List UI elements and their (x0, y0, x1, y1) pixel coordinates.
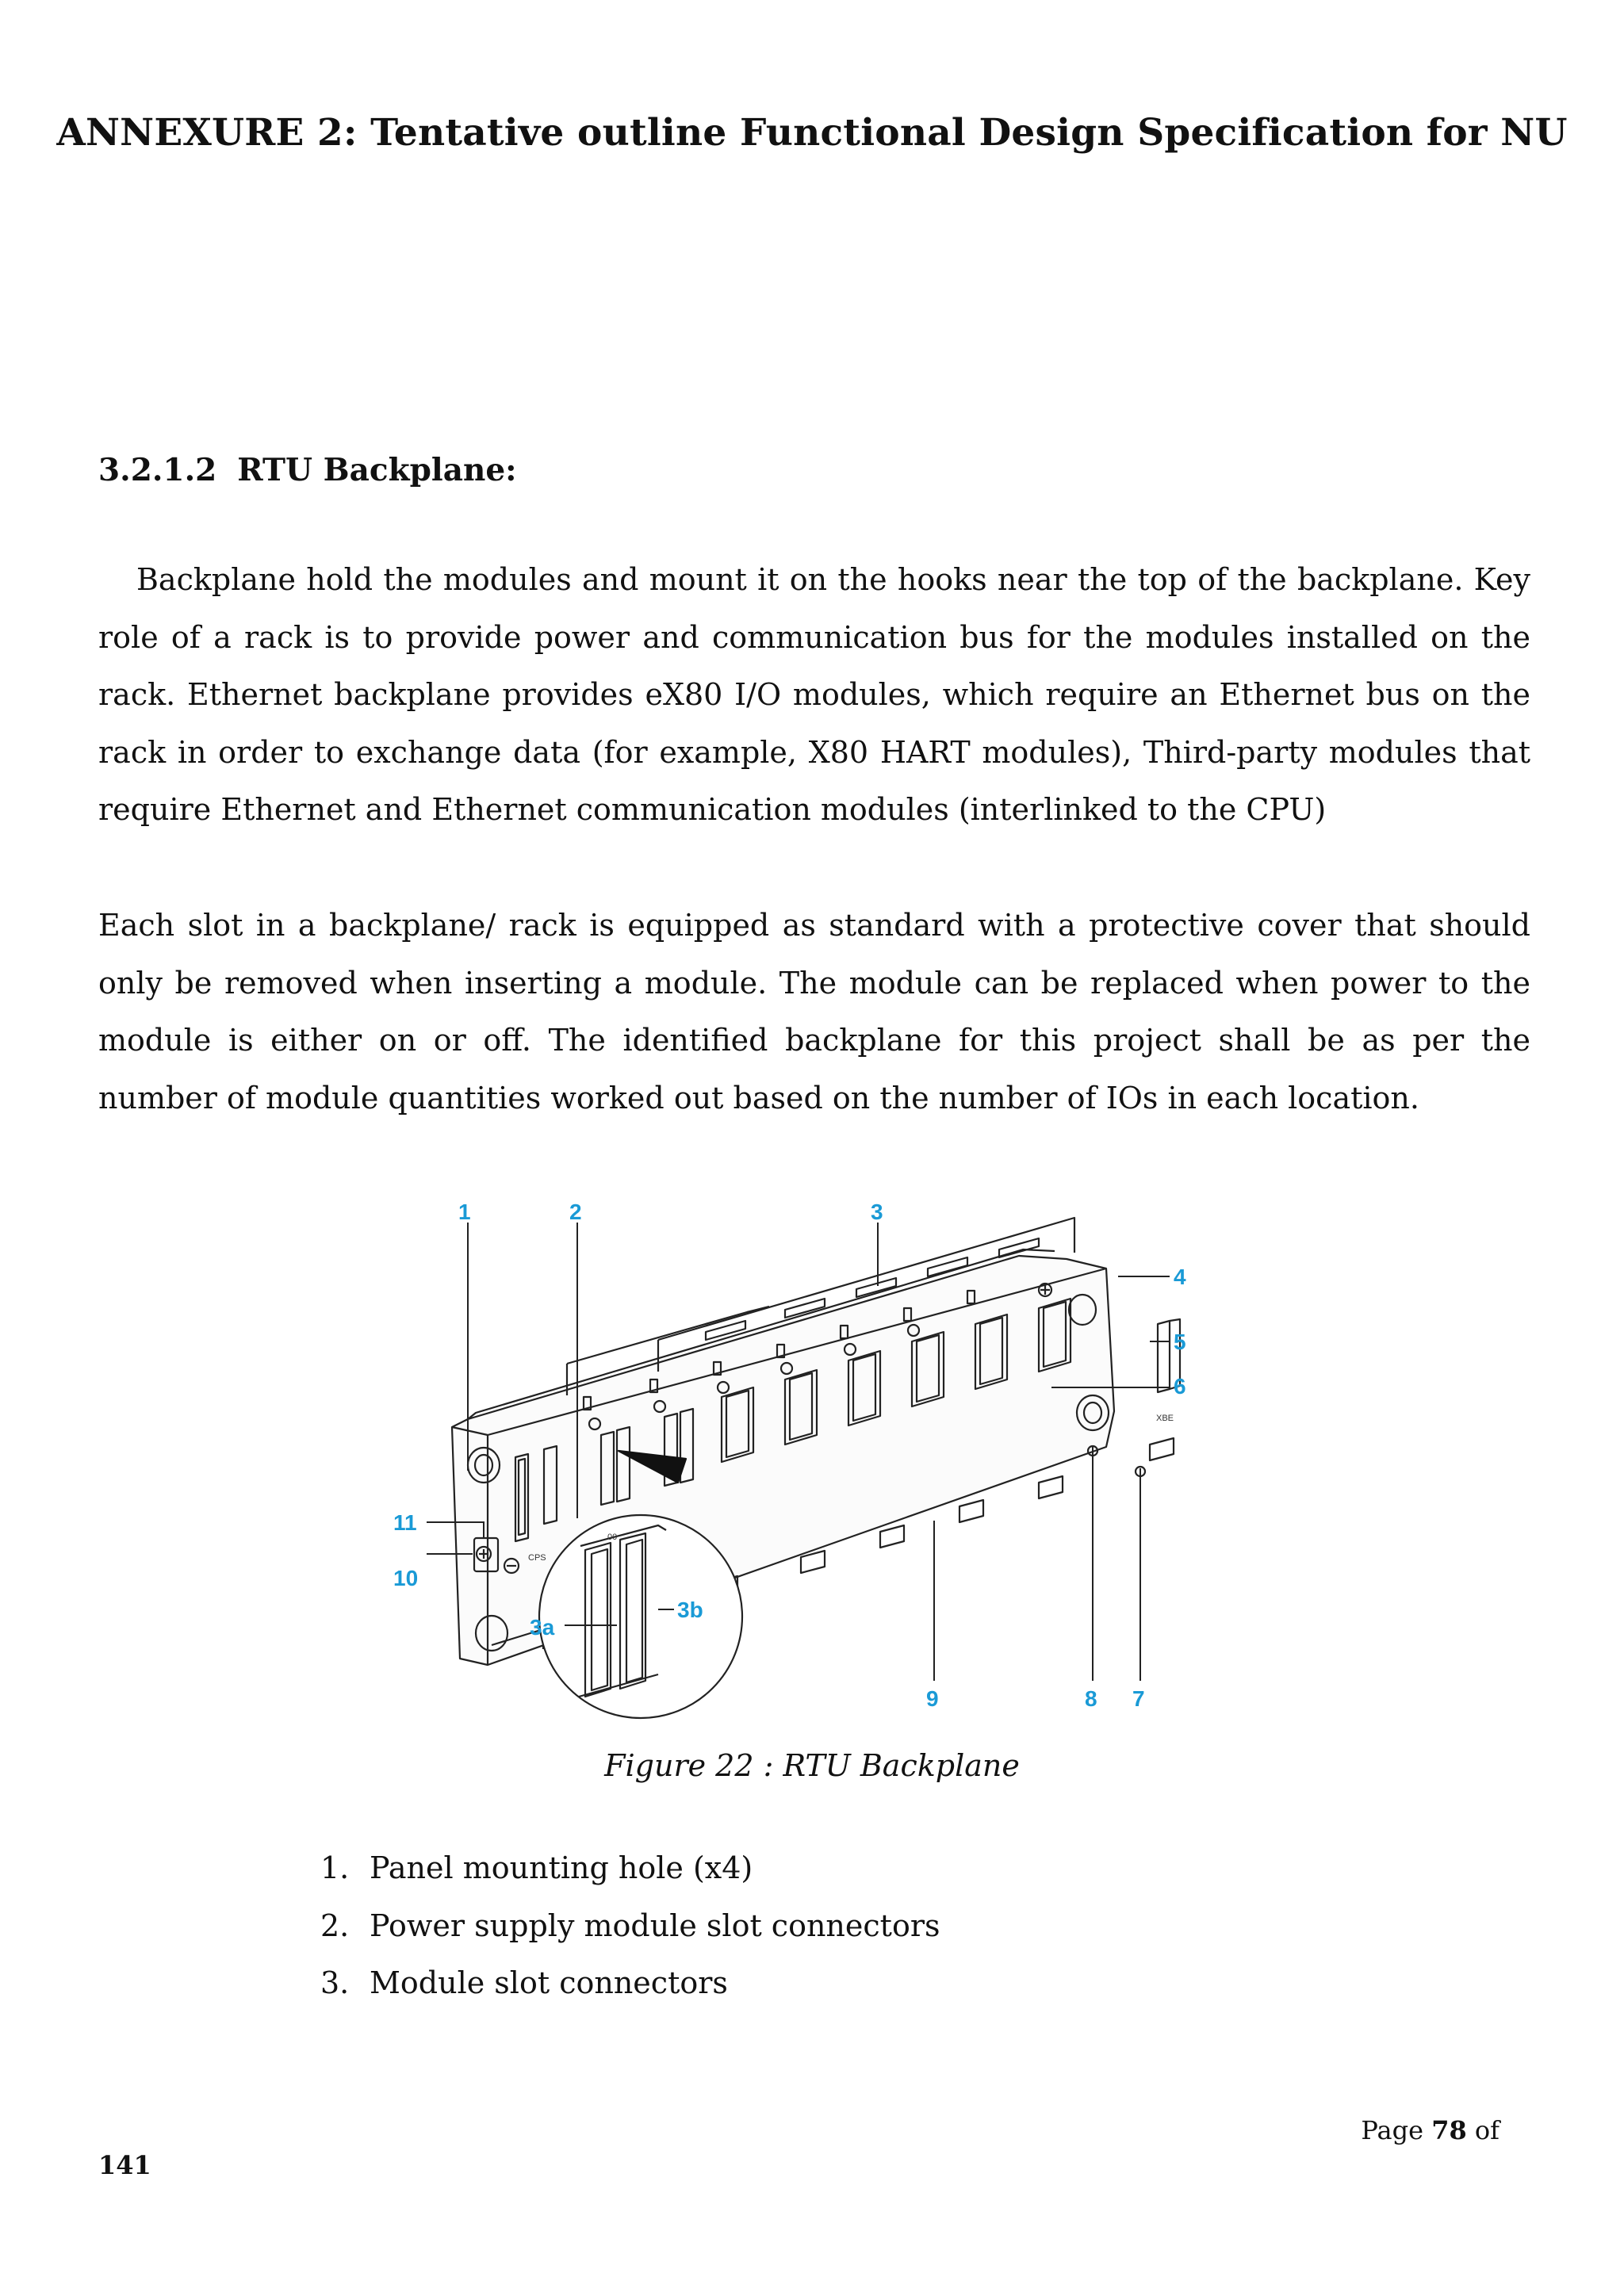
paragraph-slot-cover: Each slot in a backplane/ rack is equipped as standard with a protective cover that should only be removed when inserting a module. The module can be replaced when power to the module is either on or off. The identified backplane for this project shall be as per the number of module quantities worked out based on the number of IOs in each location. (98, 908, 1530, 1115)
zoom-detail-circle (539, 1515, 742, 1718)
figure-caption: Figure 22 : RTU Backplane (604, 1748, 1020, 1783)
callout-1: 1 (458, 1200, 471, 1224)
backplane-illustration (373, 1189, 1269, 1720)
callout-8: 8 (1085, 1686, 1097, 1711)
callout-5: 5 (1174, 1330, 1186, 1354)
board-label-xbe: XBE (1156, 1414, 1174, 1423)
callout-2: 2 (569, 1200, 582, 1224)
list-item: 3. Module slot connectors (320, 1965, 728, 2000)
callout-3a: 3a (530, 1615, 555, 1640)
page-number: Page 78 of (1361, 2115, 1500, 2145)
board-label-cps: CPS (528, 1553, 546, 1563)
section-number: 3.2.1.2 (98, 452, 217, 488)
page-total: 141 (98, 2150, 151, 2180)
callout-4: 4 (1174, 1265, 1186, 1289)
callout-9: 9 (926, 1686, 939, 1711)
list-item: 1. Panel mounting hole (x4) (320, 1850, 753, 1885)
rtu-backplane-figure (373, 1189, 1269, 1720)
callout-3: 3 (871, 1200, 883, 1224)
callout-6: 6 (1174, 1374, 1186, 1399)
callout-7: 7 (1132, 1686, 1145, 1711)
legend-list (320, 1839, 940, 2012)
board-label-00: 00 (607, 1533, 618, 1542)
xbe-connector (1158, 1321, 1170, 1392)
paragraph-backplane-role: Backplane hold the modules and mount it on the hooks near the top of the backplane. Key role of a rack is to provide power and communication bus for the modules installed on the rack. Ethernet backplane provides eX80 I/O modules, which require an Ethernet bus on the rack in order to exchange data (for example, X80 HART modules), Third-party modules that require Ethernet and Ethernet communication modules (interlinked to the CPU) (98, 562, 1530, 827)
section-title: RTU Backplane: (237, 452, 517, 488)
callout-10: 10 (393, 1566, 419, 1590)
section-heading (98, 452, 517, 488)
list-item: 2. Power supply module slot connectors (320, 1908, 940, 1943)
page-title: ANNEXURE 2: Tentative outline Functional Design Specification for NU (56, 111, 1568, 155)
callout-11: 11 (393, 1510, 417, 1535)
callout-3b: 3b (677, 1598, 703, 1622)
